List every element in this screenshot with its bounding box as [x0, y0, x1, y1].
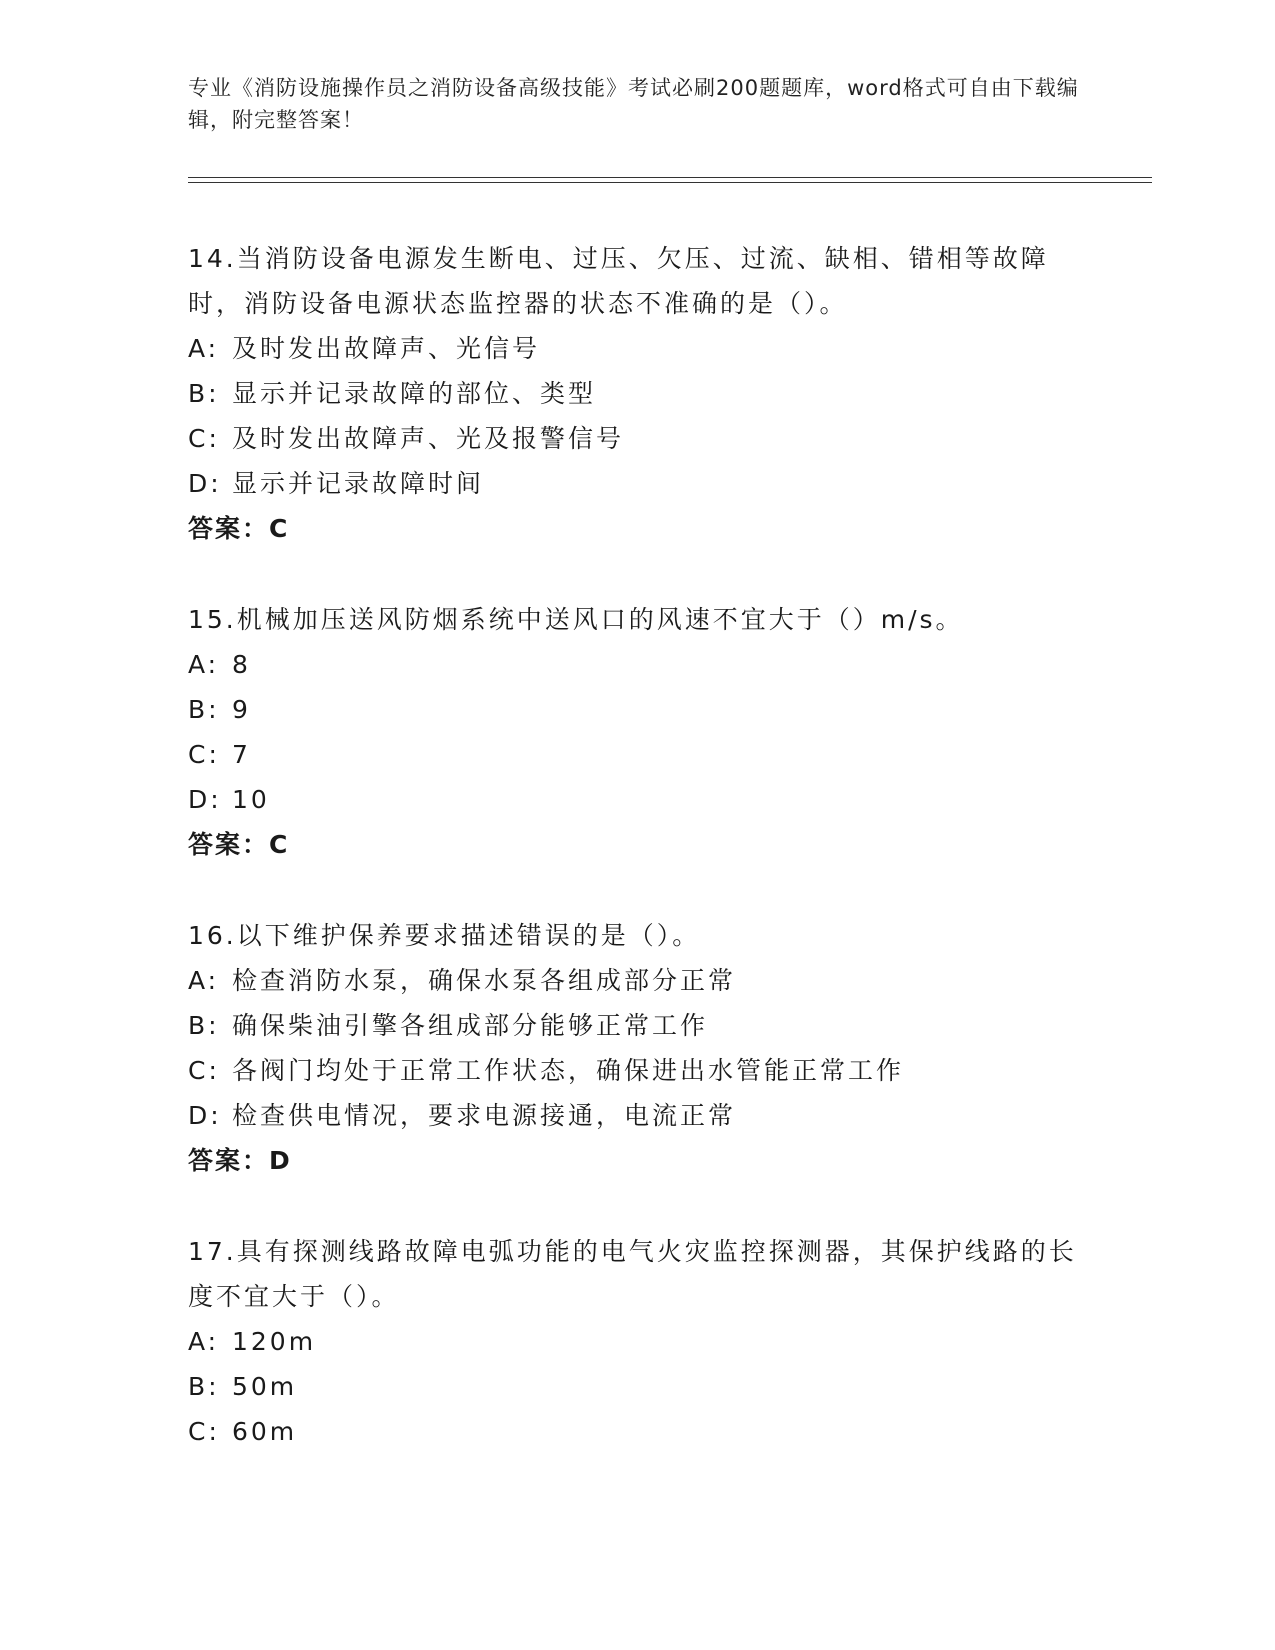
option-a — [188, 958, 1088, 1003]
option-d — [188, 461, 1088, 506]
option-text: 60m — [232, 1417, 298, 1446]
question-stem: 17.具有探测线路故障电弧功能的电气火灾监控探测器，其保护线路的长度不宜大于（）。 — [188, 1237, 1077, 1311]
option-text: 及时发出故障声、光信号 — [232, 334, 541, 363]
option-letter: C: — [188, 424, 220, 453]
option-a — [188, 1319, 1088, 1364]
option-b — [188, 371, 1088, 416]
option-a — [188, 642, 1088, 687]
option-text: 显示并记录故障的部位、类型 — [232, 379, 597, 408]
option-text: 50m — [232, 1372, 298, 1401]
option-letter: B: — [188, 695, 220, 724]
option-c — [188, 1048, 1088, 1093]
option-text: 9 — [232, 695, 251, 724]
option-text: 检查供电情况，要求电源接通，电流正常 — [232, 1101, 737, 1130]
option-text: 显示并记录故障时间 — [232, 469, 485, 498]
header-divider-top — [188, 177, 1152, 178]
question-15 — [188, 597, 1088, 867]
question-list — [188, 236, 1088, 1500]
option-text: 10 — [232, 785, 270, 814]
answer-label: 答案：C — [188, 830, 290, 859]
option-letter: B: — [188, 379, 220, 408]
question-stem: 15.机械加压送风防烟系统中送风口的风速不宜大于（）m/s。 — [188, 605, 964, 634]
option-letter: D: — [188, 785, 222, 814]
document-header: 专业《消防设施操作员之消防设备高级技能》考试必刷200题题库，word格式可自由下载编辑，附完整答案！ — [188, 76, 1079, 132]
question-14 — [188, 236, 1088, 551]
option-b — [188, 687, 1088, 732]
option-letter: A: — [188, 650, 220, 679]
option-c — [188, 416, 1088, 461]
option-letter: D: — [188, 469, 222, 498]
option-c — [188, 732, 1088, 777]
option-text: 检查消防水泵，确保水泵各组成部分正常 — [232, 966, 737, 995]
question-stem: 16.以下维护保养要求描述错误的是（）。 — [188, 921, 701, 950]
question-17 — [188, 1229, 1088, 1454]
option-text: 8 — [232, 650, 251, 679]
option-text: 7 — [232, 740, 251, 769]
question-16 — [188, 913, 1088, 1183]
option-d — [188, 777, 1088, 822]
option-text: 确保柴油引擎各组成部分能够正常工作 — [232, 1011, 709, 1040]
option-letter: C: — [188, 1417, 220, 1446]
option-letter: D: — [188, 1101, 222, 1130]
option-text: 及时发出故障声、光及报警信号 — [232, 424, 625, 453]
option-d — [188, 1093, 1088, 1138]
option-text: 各阀门均处于正常工作状态，确保进出水管能正常工作 — [232, 1056, 905, 1085]
option-letter: C: — [188, 1056, 220, 1085]
option-b — [188, 1364, 1088, 1409]
option-c — [188, 1409, 1088, 1454]
option-text: 120m — [232, 1327, 317, 1356]
option-a — [188, 326, 1088, 371]
option-letter: C: — [188, 740, 220, 769]
header-divider-bottom — [188, 182, 1152, 183]
answer-label: 答案：C — [188, 514, 290, 543]
option-letter: A: — [188, 334, 220, 363]
option-letter: B: — [188, 1011, 220, 1040]
answer-label: 答案：D — [188, 1146, 292, 1175]
option-letter: A: — [188, 1327, 220, 1356]
question-stem: 14.当消防设备电源发生断电、过压、欠压、过流、缺相、错相等故障时，消防设备电源状态监控器的状态不准确的是（）。 — [188, 244, 1049, 318]
option-letter: B: — [188, 1372, 220, 1401]
option-b — [188, 1003, 1088, 1048]
option-letter: A: — [188, 966, 220, 995]
